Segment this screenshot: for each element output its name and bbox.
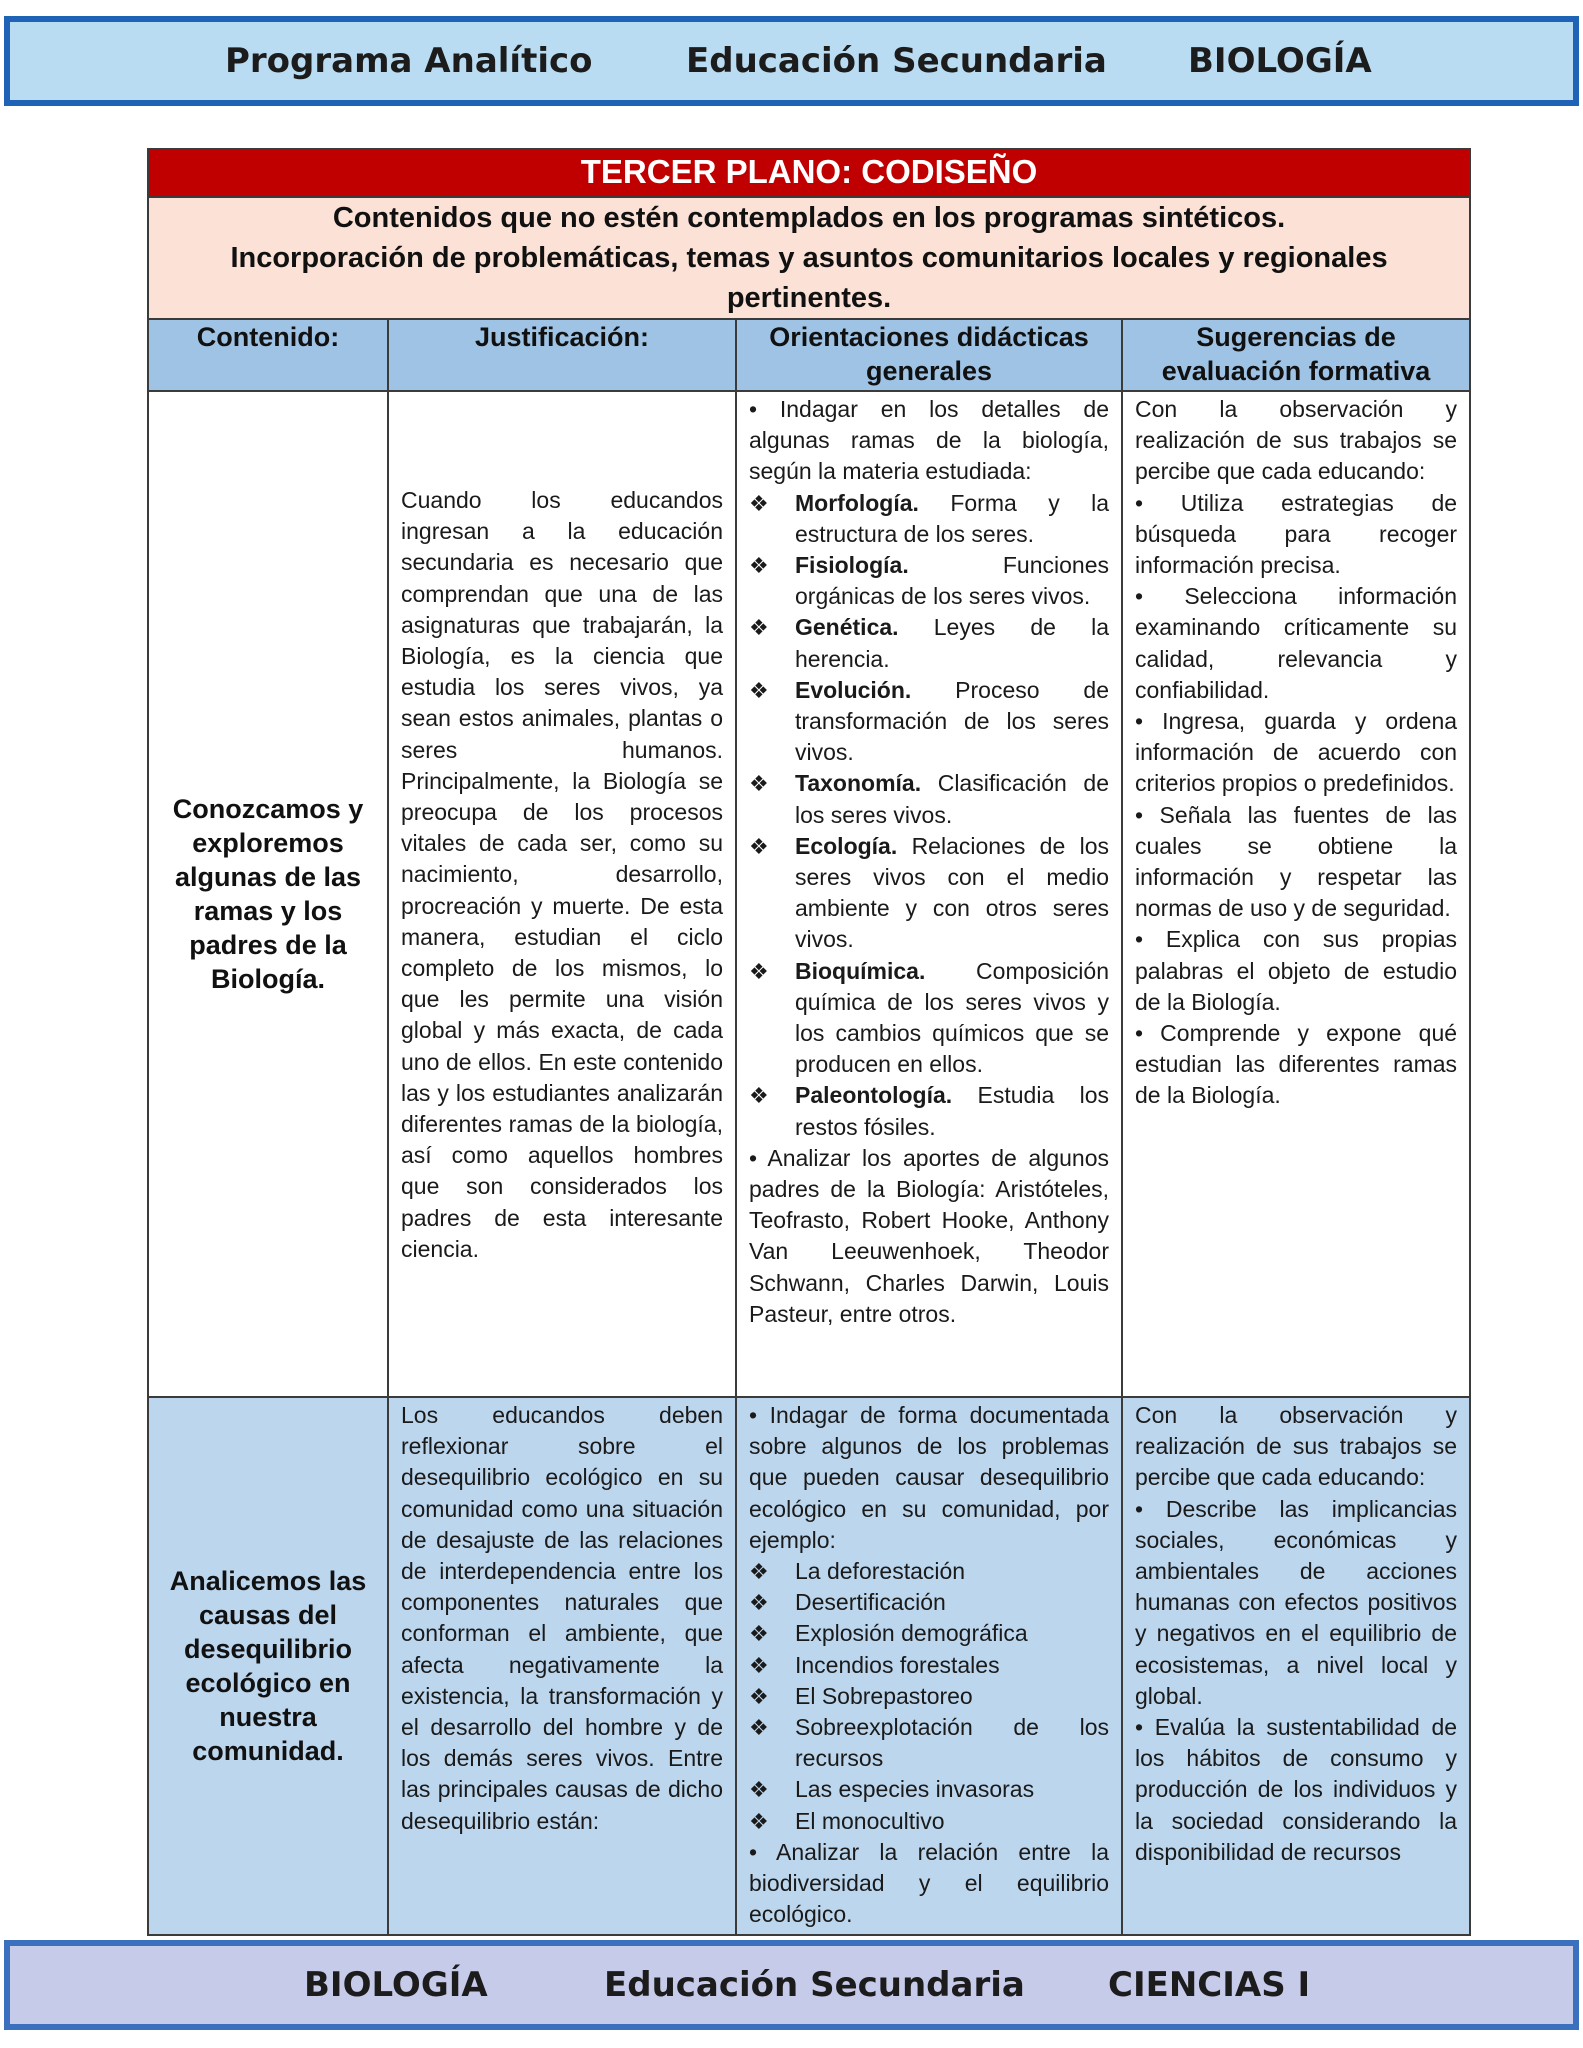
diamond-bullet-icon: ❖ xyxy=(749,1621,769,1647)
evaluacion-intro: Con la observación y realización de sus trabajos se percibe que cada educando: xyxy=(1135,1402,1458,1491)
header-level: Educación Secundaria xyxy=(686,41,1107,81)
diamond-bullet-icon: ❖ xyxy=(749,1559,769,1585)
evaluacion-item: • Comprende y expone qué estudian las diferentes ramas de la Biología. xyxy=(1135,1020,1458,1109)
orientacion-term: Evolución. xyxy=(795,676,912,703)
column-header-orientaciones: Orientaciones didácticas generales xyxy=(736,319,1122,391)
diamond-bullet-icon: ❖ xyxy=(749,1590,769,1616)
codesign-table xyxy=(147,148,1471,1936)
diamond-bullet-icon: ❖ xyxy=(749,677,769,703)
orientacion-desc: Incendios forestales xyxy=(795,1651,1000,1678)
orientacion-desc: Forma y la estructura de los seres. xyxy=(795,489,1109,547)
orientacion-desc: Composición química de los seres vivos y los cambios químicos que se producen en ellos. xyxy=(795,957,1109,1078)
evaluacion-item: • Describe las implicancias sociales, económicas y ambientales de acciones humanas con efectos positivos y negativos en el equilibrio de ecosistemas, a nivel local y global. xyxy=(1135,1495,1458,1709)
evaluacion-item: • Utiliza estrategias de búsqueda para recoger información precisa. xyxy=(1135,489,1458,579)
footer-banner xyxy=(4,1940,1579,2030)
evaluacion-list xyxy=(1135,488,1457,1112)
diamond-bullet-icon: ❖ xyxy=(749,1777,769,1803)
orientacion-term: Morfología. xyxy=(795,489,919,516)
orientacion-desc: Funciones orgánicas de los seres vivos. xyxy=(795,552,1109,610)
contenido-cell: Analicemos las causas del desequilibrio ecológico en nuestra comunidad. xyxy=(148,1397,388,1935)
orientaciones-outro: • Analizar los aportes de algunos padres de la Biología: Aristóteles, Teofrasto, Robert Hooke, Anthony Van Leeuwenhoek, Theodor Schwann, Charles Darwin, Louis Pasteur, entre otros. xyxy=(749,1144,1109,1327)
diamond-bullet-icon: ❖ xyxy=(749,615,769,641)
orientacion-item xyxy=(749,488,1109,550)
evaluacion-intro: Con la observación y realización de sus trabajos se percibe que cada educando: xyxy=(1135,396,1458,485)
orientacion-term: Taxonomía. xyxy=(795,770,922,797)
orientacion-item xyxy=(749,1681,1109,1712)
evaluacion-list xyxy=(1135,1494,1457,1868)
table-title: TERCER PLANO: CODISEÑO xyxy=(148,149,1470,197)
evaluacion-cell xyxy=(1122,1397,1470,1935)
orientacion-item xyxy=(749,1650,1109,1681)
orientacion-term: Paleontología. xyxy=(795,1082,953,1109)
orientacion-item xyxy=(749,768,1109,830)
evaluacion-item: • Señala las fuentes de las cuales se obtiene la información y respetar las normas de uso y de seguridad. xyxy=(1135,801,1458,922)
orientacion-desc: El monocultivo xyxy=(795,1807,945,1834)
diamond-bullet-icon: ❖ xyxy=(749,1808,769,1834)
diamond-bullet-icon: ❖ xyxy=(749,1083,769,1109)
evaluacion-item: • Ingresa, guarda y ordena información de acuerdo con criterios propios o predefinidos. xyxy=(1135,708,1458,797)
table-row xyxy=(148,1397,1470,1935)
orientacion-item xyxy=(749,1618,1109,1649)
orientacion-desc: Leyes de la herencia. xyxy=(795,614,1109,672)
footer-level: Educación Secundaria xyxy=(604,1965,1025,2005)
orientacion-item xyxy=(749,1806,1109,1837)
diamond-bullet-icon: ❖ xyxy=(749,553,769,579)
orientacion-item xyxy=(749,675,1109,769)
orientaciones-cell xyxy=(736,1397,1122,1935)
evaluacion-item: • Evalúa la sustentabilidad de los hábitos de consumo y producción de los individuos y la sociedad considerando la disponibilidad de recursos xyxy=(1135,1714,1458,1865)
orientaciones-outro: • Analizar la relación entre la biodiversidad y el equilibrio ecológico. xyxy=(749,1838,1109,1928)
diamond-bullet-icon: ❖ xyxy=(749,1652,769,1678)
orientacion-term: Bioquímica. xyxy=(795,957,926,984)
evaluacion-item: • Selecciona información examinando críticamente su calidad, relevancia y confiabilidad. xyxy=(1135,583,1458,703)
orientacion-item xyxy=(749,1774,1109,1805)
orientacion-item xyxy=(749,1712,1109,1774)
orientacion-item xyxy=(749,550,1109,612)
footer-course: CIENCIAS I xyxy=(1108,1965,1311,2005)
column-header-justificacion: Justificación: xyxy=(388,319,736,391)
orientaciones-list xyxy=(749,1556,1109,1837)
justificacion-cell xyxy=(388,391,736,1397)
orientacion-desc: El Sobrepastoreo xyxy=(795,1682,973,1709)
orientaciones-intro: • Indagar en los detalles de algunas ramas de la biología, según la materia estudiada: xyxy=(749,396,1109,485)
orientacion-desc: Relaciones de los seres vivos con el medio ambiente y con otros seres vivos. xyxy=(795,832,1109,953)
orientacion-term: Fisiología. xyxy=(795,552,909,579)
orientaciones-intro: • Indagar de forma documentada sobre algunos de los problemas que pueden causar desequilibrio ecológico en su comunidad, por ejemplo: xyxy=(749,1402,1109,1553)
diamond-bullet-icon: ❖ xyxy=(749,1715,769,1741)
orientacion-desc: La deforestación xyxy=(795,1558,966,1585)
orientaciones-cell xyxy=(736,391,1122,1397)
orientacion-term: Genética. xyxy=(795,614,899,641)
table-subtitle xyxy=(148,197,1470,319)
column-header-evaluacion: Sugerencias de evaluación formativa xyxy=(1122,319,1470,391)
orientacion-desc: Desertificación xyxy=(795,1589,946,1616)
orientaciones-list xyxy=(749,488,1109,1143)
orientacion-desc: Estudia los restos fósiles. xyxy=(795,1082,1109,1140)
column-header-contenido: Contenido: xyxy=(148,319,388,391)
justificacion-text: Los educandos deben reflexionar sobre el desequilibrio ecológico en su comunidad como una situación de desajuste de las relaciones de interdependencia entre los componentes naturales que conforman el ambiente, que afecta negativamente la existencia, la transformación y el desarrollo del hombre y de los demás seres vivos. Entre las principales causas de dicho desequilibrio están: xyxy=(401,1402,723,1834)
orientacion-desc: Clasificación de los seres vivos. xyxy=(795,770,1109,828)
orientacion-item xyxy=(749,1080,1109,1142)
diamond-bullet-icon: ❖ xyxy=(749,833,769,859)
orientacion-item xyxy=(749,1556,1109,1587)
orientacion-item xyxy=(749,1587,1109,1618)
orientacion-desc: Sobreexplotación de los recursos xyxy=(795,1714,1109,1772)
orientacion-item xyxy=(749,831,1109,956)
subtitle-line-2: Incorporación de problemáticas, temas y asuntos comunitarios locales y regionales pertinentes. xyxy=(230,242,1388,314)
justificacion-text: Cuando los educandos ingresan a la educación secundaria es necesario que comprendan que una de las asignaturas que trabajarán, la Biología, es la ciencia que estudia los seres vivos, ya sean estos animales, plantas o seres humanos. Principalmente, la Biología se preocupa de los procesos vitales de cada ser, como su nacimiento, desarrollo, procreación y muerte. De esta manera, estudian el ciclo completo de los mismos, lo que les permite una visión global y más exacta, de cada uno de ellos. En este contenido las y los estudiantes analizarán diferentes ramas de la biología, así como aquellos hombres que son considerados los padres de esta interesante ciencia. xyxy=(401,486,723,1262)
orientacion-desc: Las especies invasoras xyxy=(795,1776,1035,1803)
evaluacion-item: • Explica con sus propias palabras el objeto de estudio de la Biología. xyxy=(1135,926,1458,1015)
contenido-cell: Conozcamos y exploremos algunas de las ramas y los padres de la Biología. xyxy=(148,391,388,1397)
diamond-bullet-icon: ❖ xyxy=(749,490,769,516)
evaluacion-cell xyxy=(1122,391,1470,1397)
orientacion-item xyxy=(749,612,1109,674)
diamond-bullet-icon: ❖ xyxy=(749,1683,769,1709)
header-subject: BIOLOGÍA xyxy=(1188,41,1372,81)
subtitle-line-1: Contenidos que no estén contemplados en los programas sintéticos. xyxy=(332,202,1286,234)
header-banner xyxy=(4,16,1579,106)
justificacion-cell xyxy=(388,1397,736,1935)
orientacion-item xyxy=(749,956,1109,1081)
orientacion-desc: Proceso de transformación de los seres vivos. xyxy=(795,676,1109,766)
table-row xyxy=(148,391,1470,1397)
orientacion-desc: Explosión demográfica xyxy=(795,1620,1028,1647)
diamond-bullet-icon: ❖ xyxy=(749,958,769,984)
diamond-bullet-icon: ❖ xyxy=(749,771,769,797)
orientacion-term: Ecología. xyxy=(795,832,898,859)
header-program-title: Programa Analítico xyxy=(225,41,593,81)
footer-subject: BIOLOGÍA xyxy=(304,1965,488,2005)
